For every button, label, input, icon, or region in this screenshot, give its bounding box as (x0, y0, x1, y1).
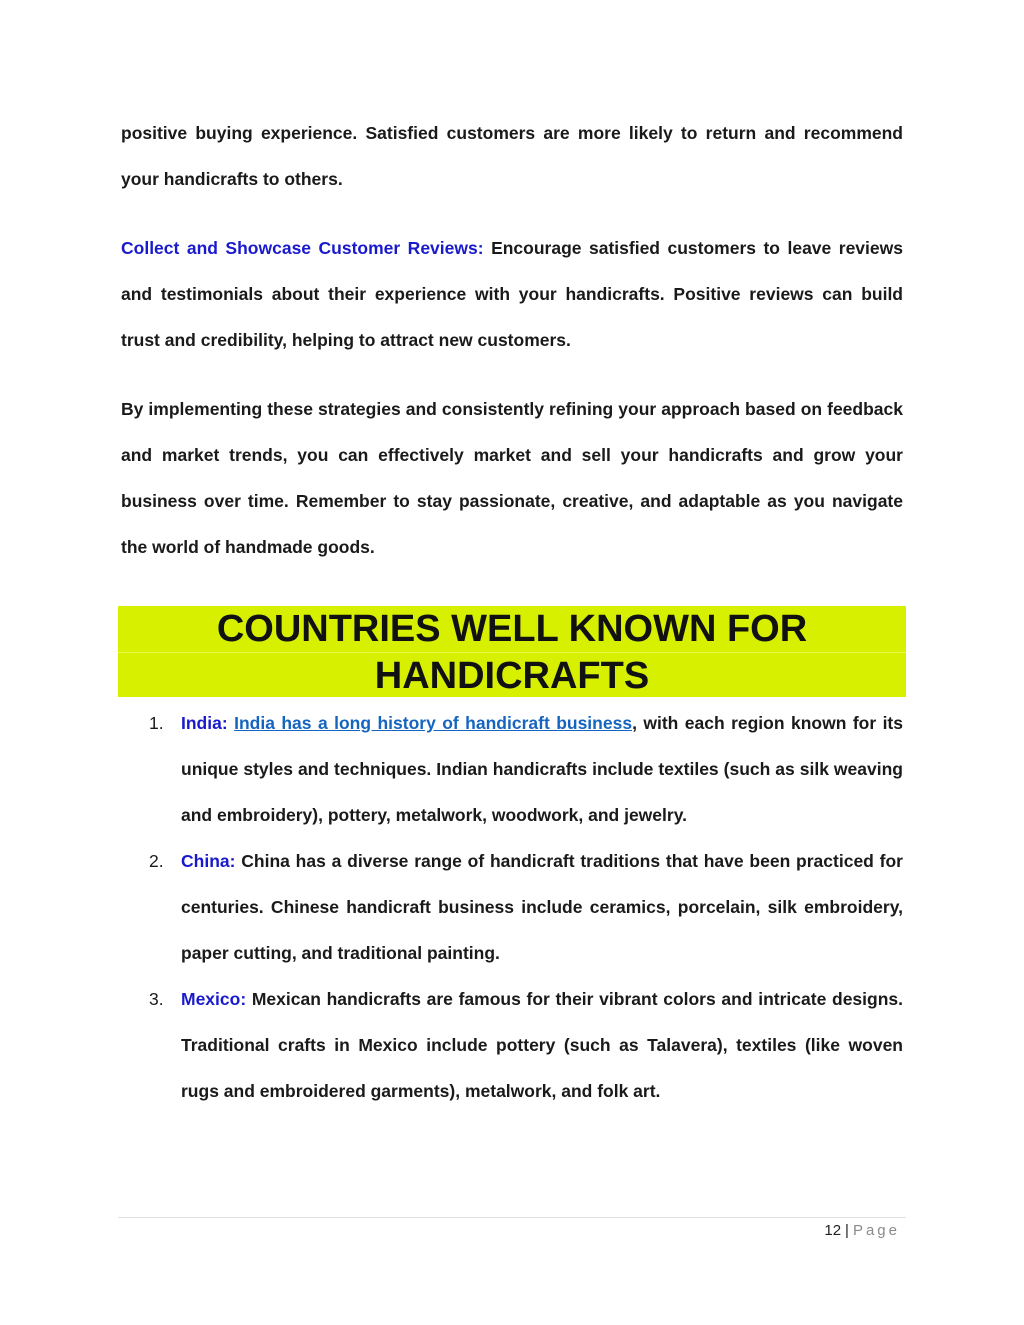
country-label-mexico: Mexico: (181, 989, 247, 1009)
reviews-label: Collect and Showcase Customer Reviews: (121, 238, 484, 258)
paragraph-satisfied-customers: positive buying experience. Satisfied customers are more likely to return and recommend your handicrafts to others. (121, 123, 903, 189)
country-label-india: India: (181, 713, 228, 733)
page-word: Page (852, 1222, 900, 1239)
list-number: 1. (149, 713, 164, 733)
section-heading (118, 606, 906, 697)
country-text-china: China has a diverse range of handicraft traditions that have been practiced for centuries. Chinese handicraft business include ceramics, porcelain, silk embroidery, paper cutting, and traditional painting. (181, 851, 903, 963)
reviews-text: Encourage satisfied customers to leave reviews and testimonials about their experience with your handicrafts. Positive reviews can build trust and credibility, helping to attract new customers. (121, 238, 903, 350)
page-footer (824, 1222, 900, 1239)
countries-list (121, 700, 903, 1114)
list-number: 3. (149, 989, 164, 1009)
list-item-mexico (121, 976, 903, 1114)
list-item-china (121, 838, 903, 976)
country-text-mexico: Mexican handicrafts are famous for their vibrant colors and intricate designs. Traditional crafts in Mexico include pottery (such as Talavera), textiles (like woven rugs and embroidered garments), metalwork, and folk art. (181, 989, 903, 1101)
paragraph-conclusion: By implementing these strategies and consistently refining your approach based on feedback and market trends, you can effectively market and sell your handicrafts and grow your business over time. Remember to stay passionate, creative, and adaptable as you navigate the world of handmade goods. (121, 399, 903, 557)
heading-line-2: HANDICRAFTS (374, 654, 650, 697)
country-text-india: , with each region known for its unique styles and techniques. Indian handicrafts include textiles (such as silk weaving and embroidery), pottery, metalwork, woodwork, and jewelry. (181, 713, 903, 825)
country-label-china: China: (181, 851, 236, 871)
footer-separator: | (845, 1222, 849, 1239)
heading-line-1: COUNTRIES WELL KNOWN FOR (118, 606, 906, 653)
footer-divider (118, 1217, 906, 1218)
list-number: 2. (149, 851, 164, 871)
page-number: 12 (824, 1222, 842, 1239)
list-item-india (121, 700, 903, 838)
india-history-link[interactable]: India has a long history of handicraft business (234, 713, 633, 733)
document-body (121, 110, 903, 570)
paragraph-customer-reviews (121, 225, 903, 363)
